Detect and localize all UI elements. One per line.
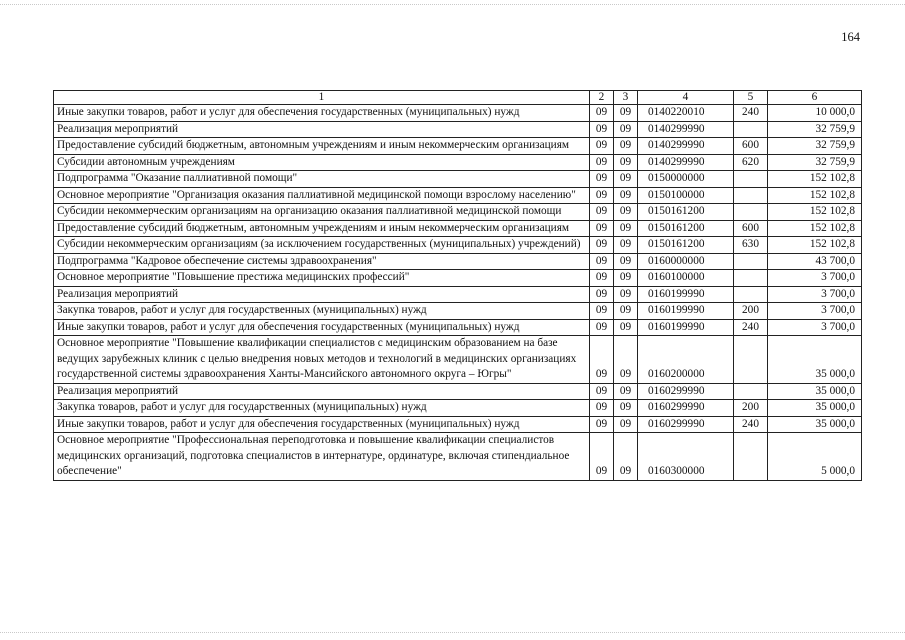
row-amount: 5 000,0 bbox=[768, 433, 862, 481]
row-expense-type-code bbox=[734, 187, 768, 204]
row-amount: 35 000,0 bbox=[768, 336, 862, 384]
row-expense-type-code bbox=[734, 204, 768, 221]
row-target-article-code: 0160299990 bbox=[638, 416, 734, 433]
row-expense-type-code bbox=[734, 121, 768, 138]
row-section-code: 09 bbox=[590, 336, 614, 384]
scan-edge-top bbox=[0, 4, 905, 6]
row-amount: 32 759,9 bbox=[768, 138, 862, 155]
row-expense-type-code bbox=[734, 286, 768, 303]
row-section-code: 09 bbox=[590, 138, 614, 155]
table-row bbox=[54, 319, 862, 336]
row-name: Основное мероприятие "Повышение квалификации специалистов с медицинским образованием на базе ведущих зарубежных клиник с целью внедрения новых методов и технологий в медицинских организациях государственной системы здравоохранения Ханты-Мансийского автономного округа – Югры" bbox=[54, 336, 590, 384]
table-row bbox=[54, 416, 862, 433]
row-section-code: 09 bbox=[590, 416, 614, 433]
row-target-article-code: 0160000000 bbox=[638, 253, 734, 270]
row-expense-type-code bbox=[734, 433, 768, 481]
row-expense-type-code: 600 bbox=[734, 138, 768, 155]
row-amount: 32 759,9 bbox=[768, 154, 862, 171]
row-subsection-code: 09 bbox=[614, 220, 638, 237]
table-row bbox=[54, 237, 862, 254]
row-subsection-code: 09 bbox=[614, 433, 638, 481]
row-subsection-code: 09 bbox=[614, 303, 638, 320]
row-target-article-code: 0150161200 bbox=[638, 204, 734, 221]
row-section-code: 09 bbox=[590, 154, 614, 171]
row-section-code: 09 bbox=[590, 204, 614, 221]
row-expense-type-code: 620 bbox=[734, 154, 768, 171]
row-expense-type-code: 240 bbox=[734, 105, 768, 122]
table-row bbox=[54, 105, 862, 122]
row-amount: 3 700,0 bbox=[768, 303, 862, 320]
row-name: Субсидии некоммерческим организациям на организацию оказания паллиативной медицинской помощи bbox=[54, 204, 590, 221]
column-number-5: 5 bbox=[734, 91, 768, 105]
row-expense-type-code bbox=[734, 253, 768, 270]
row-section-code: 09 bbox=[590, 383, 614, 400]
row-target-article-code: 0140299990 bbox=[638, 121, 734, 138]
column-number-6: 6 bbox=[768, 91, 862, 105]
row-name: Иные закупки товаров, работ и услуг для обеспечения государственных (муниципальных) нужд bbox=[54, 319, 590, 336]
row-subsection-code: 09 bbox=[614, 105, 638, 122]
table-row bbox=[54, 121, 862, 138]
row-subsection-code: 09 bbox=[614, 253, 638, 270]
row-section-code: 09 bbox=[590, 187, 614, 204]
row-target-article-code: 0160199990 bbox=[638, 319, 734, 336]
row-target-article-code: 0150000000 bbox=[638, 171, 734, 188]
row-name: Иные закупки товаров, работ и услуг для обеспечения государственных (муниципальных) нужд bbox=[54, 105, 590, 122]
row-amount: 3 700,0 bbox=[768, 270, 862, 287]
page-number: 164 bbox=[841, 30, 860, 44]
table-body bbox=[54, 105, 862, 481]
row-target-article-code: 0140220010 bbox=[638, 105, 734, 122]
column-number-3: 3 bbox=[614, 91, 638, 105]
row-name: Основное мероприятие "Организация оказания паллиативной медицинской помощи взрослому населению" bbox=[54, 187, 590, 204]
row-section-code: 09 bbox=[590, 400, 614, 417]
table-row bbox=[54, 336, 862, 384]
row-target-article-code: 0150161200 bbox=[638, 220, 734, 237]
row-expense-type-code: 600 bbox=[734, 220, 768, 237]
row-amount: 3 700,0 bbox=[768, 286, 862, 303]
row-amount: 3 700,0 bbox=[768, 319, 862, 336]
row-section-code: 09 bbox=[590, 270, 614, 287]
row-section-code: 09 bbox=[590, 433, 614, 481]
row-amount: 32 759,9 bbox=[768, 121, 862, 138]
row-expense-type-code bbox=[734, 336, 768, 384]
column-number-1: 1 bbox=[54, 91, 590, 105]
column-number-4: 4 bbox=[638, 91, 734, 105]
row-name: Субсидии некоммерческим организациям (за исключением государственных (муниципальных) учреждений) bbox=[54, 237, 590, 254]
row-subsection-code: 09 bbox=[614, 383, 638, 400]
budget-table bbox=[53, 90, 862, 481]
row-subsection-code: 09 bbox=[614, 187, 638, 204]
row-section-code: 09 bbox=[590, 237, 614, 254]
row-name: Реализация мероприятий bbox=[54, 286, 590, 303]
row-section-code: 09 bbox=[590, 319, 614, 336]
row-target-article-code: 0140299990 bbox=[638, 154, 734, 171]
row-name: Реализация мероприятий bbox=[54, 383, 590, 400]
row-amount: 152 102,8 bbox=[768, 220, 862, 237]
row-amount: 152 102,8 bbox=[768, 187, 862, 204]
row-name: Подпрограмма "Оказание паллиативной помощи" bbox=[54, 171, 590, 188]
row-expense-type-code bbox=[734, 383, 768, 400]
row-amount: 43 700,0 bbox=[768, 253, 862, 270]
row-name: Предоставление субсидий бюджетным, автономным учреждениям и иным некоммерческим организациям bbox=[54, 138, 590, 155]
row-target-article-code: 0160299990 bbox=[638, 400, 734, 417]
column-number-row bbox=[54, 91, 862, 105]
table-row bbox=[54, 220, 862, 237]
table-row bbox=[54, 383, 862, 400]
row-name: Закупка товаров, работ и услуг для государственных (муниципальных) нужд bbox=[54, 303, 590, 320]
table-row bbox=[54, 253, 862, 270]
row-expense-type-code: 240 bbox=[734, 319, 768, 336]
table-row bbox=[54, 286, 862, 303]
row-expense-type-code: 630 bbox=[734, 237, 768, 254]
row-name: Предоставление субсидий бюджетным, автономным учреждениям и иным некоммерческим организациям bbox=[54, 220, 590, 237]
row-subsection-code: 09 bbox=[614, 286, 638, 303]
row-target-article-code: 0140299990 bbox=[638, 138, 734, 155]
row-subsection-code: 09 bbox=[614, 204, 638, 221]
row-target-article-code: 0150161200 bbox=[638, 237, 734, 254]
row-section-code: 09 bbox=[590, 105, 614, 122]
row-amount: 35 000,0 bbox=[768, 400, 862, 417]
row-section-code: 09 bbox=[590, 303, 614, 320]
row-amount: 152 102,8 bbox=[768, 204, 862, 221]
row-subsection-code: 09 bbox=[614, 270, 638, 287]
row-amount: 35 000,0 bbox=[768, 416, 862, 433]
scan-edge-bottom bbox=[0, 632, 905, 634]
table-row bbox=[54, 154, 862, 171]
row-amount: 10 000,0 bbox=[768, 105, 862, 122]
row-section-code: 09 bbox=[590, 286, 614, 303]
row-target-article-code: 0160200000 bbox=[638, 336, 734, 384]
column-number-2: 2 bbox=[590, 91, 614, 105]
row-subsection-code: 09 bbox=[614, 237, 638, 254]
table-row bbox=[54, 138, 862, 155]
table-row bbox=[54, 270, 862, 287]
row-name: Субсидии автономным учреждениям bbox=[54, 154, 590, 171]
row-target-article-code: 0160299990 bbox=[638, 383, 734, 400]
table-row bbox=[54, 171, 862, 188]
row-expense-type-code bbox=[734, 171, 768, 188]
row-section-code: 09 bbox=[590, 171, 614, 188]
row-name: Подпрограмма "Кадровое обеспечение системы здравоохранения" bbox=[54, 253, 590, 270]
row-amount: 35 000,0 bbox=[768, 383, 862, 400]
row-name: Реализация мероприятий bbox=[54, 121, 590, 138]
row-section-code: 09 bbox=[590, 253, 614, 270]
row-section-code: 09 bbox=[590, 121, 614, 138]
row-expense-type-code: 200 bbox=[734, 303, 768, 320]
table-row bbox=[54, 204, 862, 221]
row-name: Основное мероприятие "Профессиональная переподготовка и повышение квалификации специалистов медицинских организаций, подготовка специалистов в интернатуре, ординатуре, включая стипендиальное обеспечение" bbox=[54, 433, 590, 481]
row-name: Основное мероприятие "Повышение престижа медицинских профессий" bbox=[54, 270, 590, 287]
row-subsection-code: 09 bbox=[614, 138, 638, 155]
row-target-article-code: 0160300000 bbox=[638, 433, 734, 481]
table-row bbox=[54, 433, 862, 481]
row-name: Закупка товаров, работ и услуг для государственных (муниципальных) нужд bbox=[54, 400, 590, 417]
row-name: Иные закупки товаров, работ и услуг для обеспечения государственных (муниципальных) нужд bbox=[54, 416, 590, 433]
row-subsection-code: 09 bbox=[614, 336, 638, 384]
table-row bbox=[54, 187, 862, 204]
row-subsection-code: 09 bbox=[614, 171, 638, 188]
row-expense-type-code bbox=[734, 270, 768, 287]
row-subsection-code: 09 bbox=[614, 154, 638, 171]
row-expense-type-code: 200 bbox=[734, 400, 768, 417]
table-row bbox=[54, 400, 862, 417]
row-target-article-code: 0160100000 bbox=[638, 270, 734, 287]
row-subsection-code: 09 bbox=[614, 319, 638, 336]
row-amount: 152 102,8 bbox=[768, 237, 862, 254]
row-subsection-code: 09 bbox=[614, 121, 638, 138]
row-amount: 152 102,8 bbox=[768, 171, 862, 188]
row-expense-type-code: 240 bbox=[734, 416, 768, 433]
row-section-code: 09 bbox=[590, 220, 614, 237]
table-row bbox=[54, 303, 862, 320]
row-subsection-code: 09 bbox=[614, 400, 638, 417]
row-subsection-code: 09 bbox=[614, 416, 638, 433]
row-target-article-code: 0160199990 bbox=[638, 303, 734, 320]
row-target-article-code: 0150100000 bbox=[638, 187, 734, 204]
row-target-article-code: 0160199990 bbox=[638, 286, 734, 303]
